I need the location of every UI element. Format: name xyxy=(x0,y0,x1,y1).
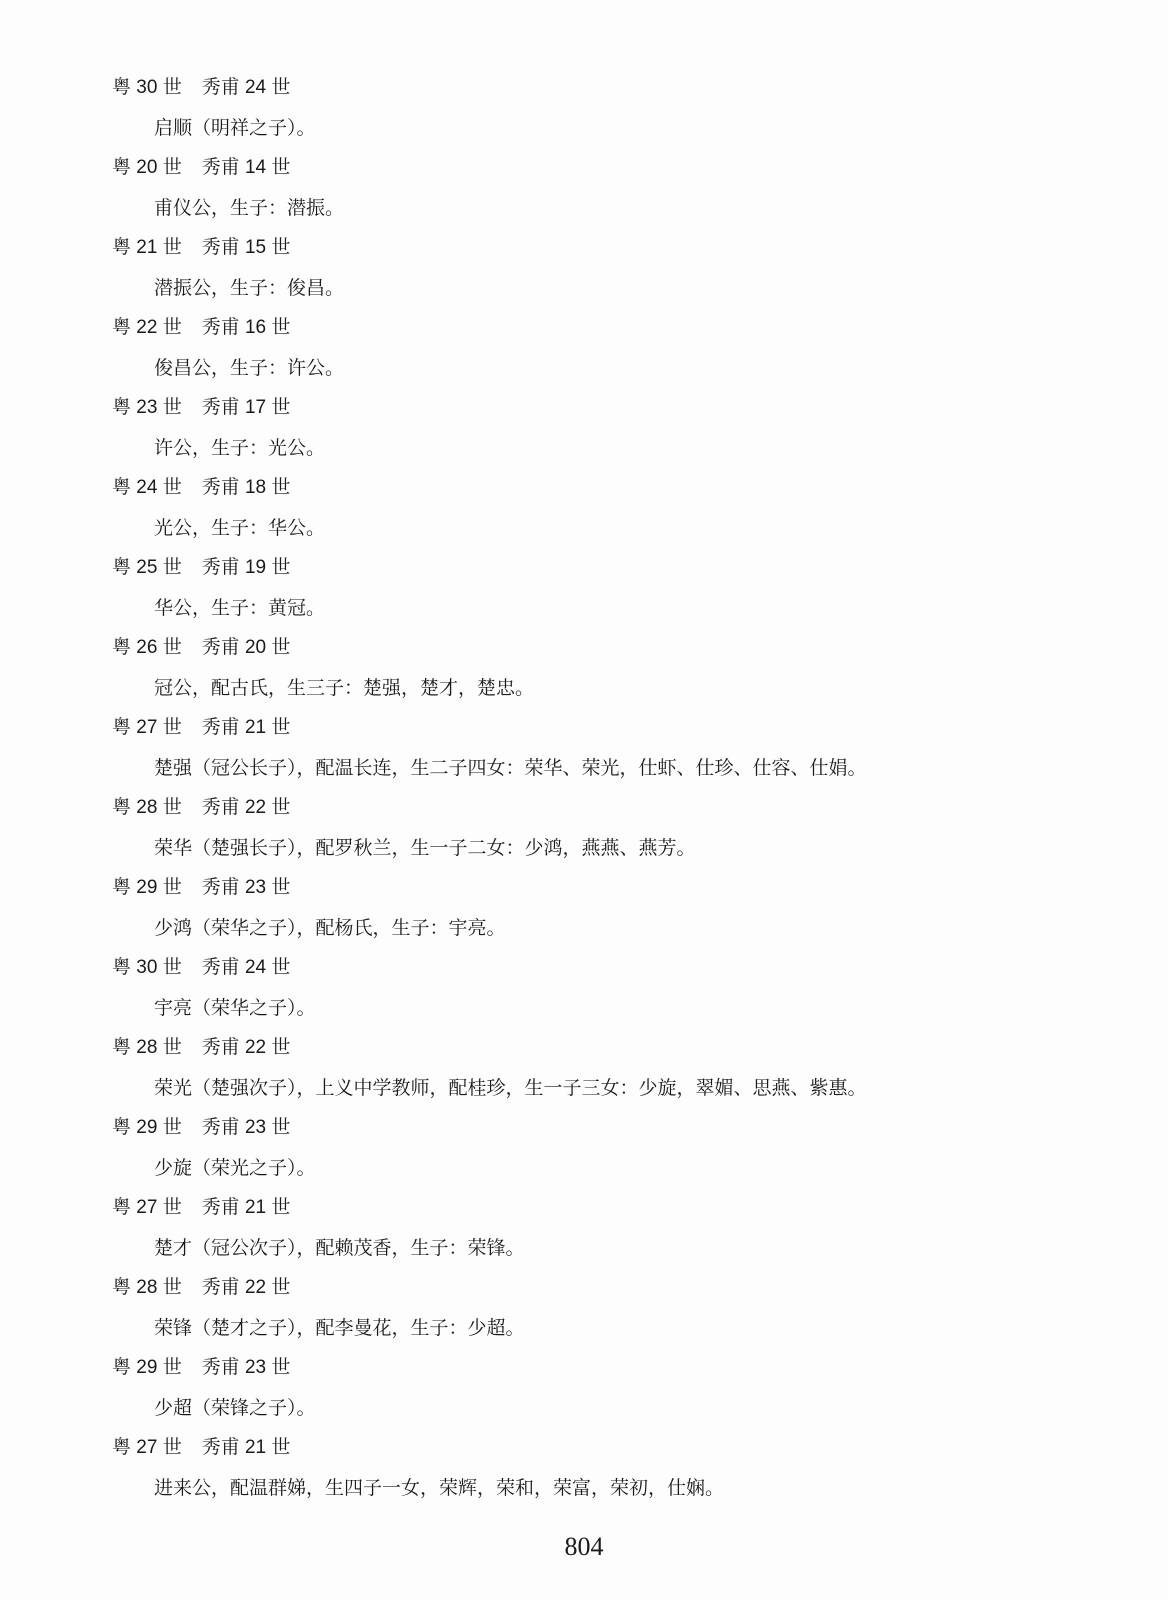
generation-heading xyxy=(112,148,1168,188)
genealogy-entry xyxy=(0,388,1168,468)
yue-generation: 粤 30 世 xyxy=(112,77,182,98)
xiufu-generation: 秀甫 23 世 xyxy=(201,1357,291,1378)
xiufu-generation: 秀甫 14 世 xyxy=(201,157,291,178)
generation-heading xyxy=(112,1428,1168,1468)
xiufu-generation: 秀甫 21 世 xyxy=(201,1197,291,1218)
entry-description: 许公，生子：光公。 xyxy=(154,437,326,459)
yue-generation: 粤 25 世 xyxy=(112,557,182,578)
genealogy-entry xyxy=(0,708,1168,788)
entry-description: 俊昌公，生子：许公。 xyxy=(154,357,345,379)
genealogy-entry xyxy=(0,1188,1168,1268)
xiufu-generation: 秀甫 21 世 xyxy=(201,717,291,738)
generation-heading xyxy=(112,1188,1168,1228)
genealogy-entries xyxy=(0,68,1168,1508)
yue-generation: 粤 29 世 xyxy=(112,877,182,898)
generation-heading xyxy=(112,468,1168,508)
xiufu-generation: 秀甫 19 世 xyxy=(201,557,291,578)
yue-generation: 粤 27 世 xyxy=(112,1437,182,1458)
genealogy-entry xyxy=(0,1348,1168,1428)
genealogy-entry xyxy=(0,308,1168,388)
genealogy-entry xyxy=(0,468,1168,548)
yue-generation: 粤 24 世 xyxy=(112,477,182,498)
yue-generation: 粤 23 世 xyxy=(112,397,182,418)
generation-heading xyxy=(112,388,1168,428)
xiufu-generation: 秀甫 23 世 xyxy=(201,877,291,898)
yue-generation: 粤 28 世 xyxy=(112,797,182,818)
genealogy-entry xyxy=(0,1428,1168,1508)
page-number: 804 xyxy=(564,1532,604,1561)
yue-generation: 粤 21 世 xyxy=(112,237,182,258)
yue-generation: 粤 26 世 xyxy=(112,637,182,658)
generation-heading xyxy=(112,548,1168,588)
xiufu-generation: 秀甫 24 世 xyxy=(201,957,291,978)
yue-generation: 粤 27 世 xyxy=(112,717,182,738)
xiufu-generation: 秀甫 15 世 xyxy=(201,237,291,258)
xiufu-generation: 秀甫 18 世 xyxy=(201,477,291,498)
genealogy-entry xyxy=(0,548,1168,628)
generation-heading xyxy=(112,1268,1168,1308)
yue-generation: 粤 29 世 xyxy=(112,1357,182,1378)
yue-generation: 粤 28 世 xyxy=(112,1277,182,1298)
entry-description: 荣华（楚强长子），配罗秋兰，生一子二女：少鸿，燕燕、燕芳。 xyxy=(154,837,696,859)
yue-generation: 粤 30 世 xyxy=(112,957,182,978)
genealogy-entry xyxy=(0,948,1168,1028)
yue-generation: 粤 27 世 xyxy=(112,1197,182,1218)
entry-description: 宇亮（荣华之子）。 xyxy=(154,997,316,1019)
generation-heading xyxy=(112,788,1168,828)
entry-description: 进来公，配温群娣，生四子一女，荣辉，荣和，荣富，荣初，仕娴。 xyxy=(154,1477,725,1499)
genealogy-entry xyxy=(0,1268,1168,1348)
xiufu-generation: 秀甫 21 世 xyxy=(201,1437,291,1458)
genealogy-entry xyxy=(0,228,1168,308)
entry-description: 光公，生子：华公。 xyxy=(154,517,326,539)
genealogy-entry xyxy=(0,868,1168,948)
entry-description: 华公，生子：黄冠。 xyxy=(154,597,326,619)
genealogy-entry xyxy=(0,1028,1168,1108)
yue-generation: 粤 28 世 xyxy=(112,1037,182,1058)
xiufu-generation: 秀甫 16 世 xyxy=(201,317,291,338)
xiufu-generation: 秀甫 17 世 xyxy=(201,397,291,418)
entry-description: 潜振公，生子：俊昌。 xyxy=(154,277,345,299)
generation-heading xyxy=(112,708,1168,748)
entry-description: 荣光（楚强次子），上义中学教师，配桂珍，生一子三女：少旋，翠媚、思燕、紫惠。 xyxy=(154,1077,867,1099)
genealogy-entry xyxy=(0,628,1168,708)
xiufu-generation: 秀甫 24 世 xyxy=(201,77,291,98)
entry-description: 冠公，配古氏，生三子：楚强，楚才，楚忠。 xyxy=(154,677,535,699)
xiufu-generation: 秀甫 22 世 xyxy=(201,1277,291,1298)
entry-description: 少鸿（荣华之子），配杨氏，生子：宇亮。 xyxy=(154,917,506,939)
genealogy-entry xyxy=(0,788,1168,868)
generation-heading xyxy=(112,1028,1168,1068)
generation-heading xyxy=(112,308,1168,348)
generation-heading xyxy=(112,68,1168,108)
generation-heading xyxy=(112,1108,1168,1148)
generation-heading xyxy=(112,868,1168,908)
entry-description: 启顺（明祥之子）。 xyxy=(154,117,316,139)
yue-generation: 粤 29 世 xyxy=(112,1117,182,1138)
generation-heading xyxy=(112,228,1168,268)
entry-description: 荣锋（楚才之子），配李曼花，生子：少超。 xyxy=(154,1317,525,1339)
generation-heading xyxy=(112,628,1168,668)
xiufu-generation: 秀甫 22 世 xyxy=(201,797,291,818)
xiufu-generation: 秀甫 22 世 xyxy=(201,1037,291,1058)
generation-heading xyxy=(112,948,1168,988)
entry-description: 甫仪公，生子：潜振。 xyxy=(154,197,345,219)
yue-generation: 粤 20 世 xyxy=(112,157,182,178)
entry-description: 少超（荣锋之子）。 xyxy=(154,1397,316,1419)
xiufu-generation: 秀甫 23 世 xyxy=(201,1117,291,1138)
genealogy-entry xyxy=(0,1108,1168,1188)
genealogy-entry xyxy=(0,148,1168,228)
genealogy-entry xyxy=(0,68,1168,148)
xiufu-generation: 秀甫 20 世 xyxy=(201,637,291,658)
generation-heading xyxy=(112,1348,1168,1388)
entry-description: 楚才（冠公次子），配赖茂香，生子：荣锋。 xyxy=(154,1237,525,1259)
entry-description: 少旋（荣光之子）。 xyxy=(154,1157,316,1179)
yue-generation: 粤 22 世 xyxy=(112,317,182,338)
entry-description: 楚强（冠公长子），配温长连，生二子四女：荣华、荣光，仕虾、仕珍、仕容、仕娟。 xyxy=(154,757,867,779)
